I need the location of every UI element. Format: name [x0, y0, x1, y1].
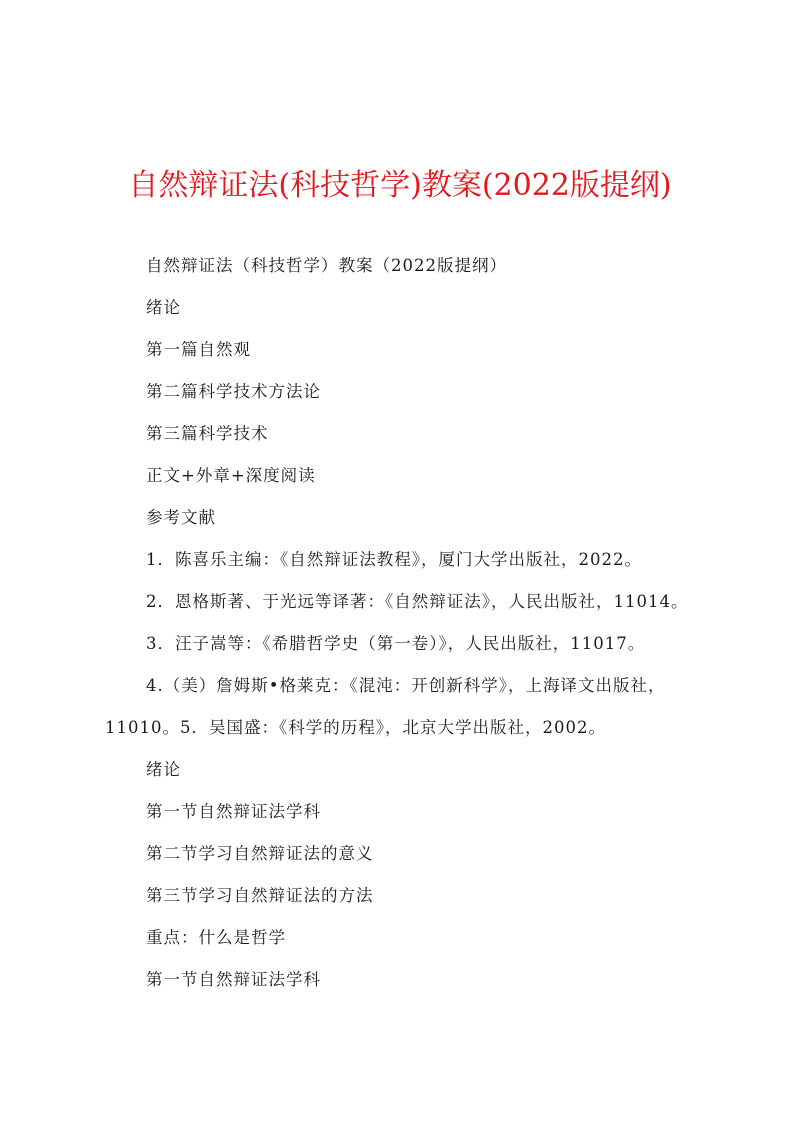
- section-item: 第三节学习自然辩证法的方法: [146, 886, 374, 905]
- paragraph-heading-intro: 绪论: [146, 298, 181, 317]
- paragraph-part-one: 第一篇自然观: [146, 340, 251, 359]
- reference-item: 2．恩格斯著、于光远等译著：《自然辩证法》，人民出版社，11014。: [146, 592, 689, 611]
- paragraph-reading: 正文+外章+深度阅读: [146, 466, 316, 485]
- paragraph-key-point: 重点：什么是哲学: [146, 928, 286, 947]
- paragraph-references-heading: 参考文献: [146, 508, 216, 527]
- paragraph-subtitle: 自然辩证法（科技哲学）教案（2022版提纲）: [146, 256, 507, 275]
- reference-item: 4.（美）詹姆斯•格莱克：《混沌：开创新科学》，上海译文出版社，11010。5．吴国盛：《科学的历程》，北京大学出版社，2002。: [105, 676, 666, 737]
- reference-item: 1．陈喜乐主编：《自然辩证法教程》，厦门大学出版社，2022。: [146, 550, 642, 569]
- paragraph-part-two: 第二篇科学技术方法论: [146, 382, 321, 401]
- paragraph-part-three: 第三篇科学技术: [146, 424, 269, 443]
- section-item: 第一节自然辩证法学科: [146, 970, 321, 989]
- document-title: 自然辩证法(科技哲学)教案(2022版提纲): [128, 168, 672, 203]
- reference-item: 3．汪子嵩等：《希腊哲学史（第一卷）》，人民出版社，11017。: [146, 634, 646, 653]
- paragraph-heading-intro-2: 绪论: [146, 760, 181, 779]
- document-body: [105, 245, 715, 1001]
- section-item: 第二节学习自然辩证法的意义: [146, 844, 374, 863]
- section-item: 第一节自然辩证法学科: [146, 802, 321, 821]
